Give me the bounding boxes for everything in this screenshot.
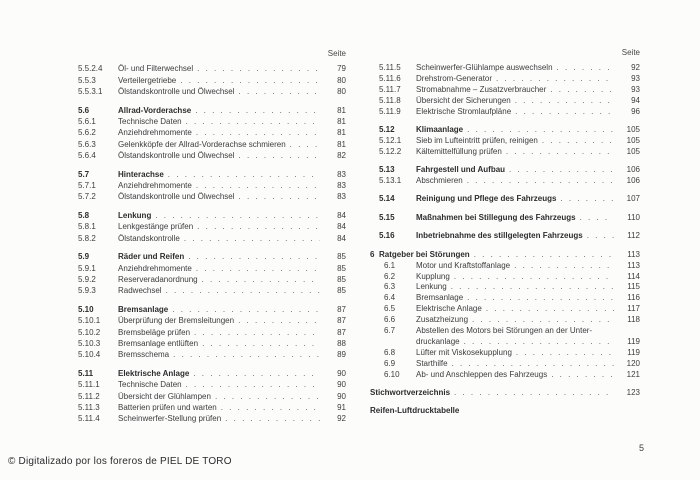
toc-entry-title: Ölstandskontrolle und Ölwechsel <box>118 192 235 202</box>
toc-group <box>370 194 640 205</box>
toc-entry-title: Lüfter mit Viskosekupplung <box>416 347 512 357</box>
dot-leader <box>506 147 614 158</box>
dot-leader <box>467 125 614 136</box>
toc-row <box>78 75 346 86</box>
toc-page-ref: 90 <box>337 380 346 390</box>
toc-row <box>370 406 640 417</box>
toc-row <box>370 388 640 399</box>
toc-section-number: 6.7 <box>384 326 396 336</box>
dot-leader <box>542 136 614 147</box>
toc-section-number: 5.11 <box>78 369 94 379</box>
dot-leader <box>225 413 320 424</box>
toc-section-number: 5.10 <box>78 305 94 315</box>
toc-entry-title: Stromabnahme – Zusatzverbraucher <box>416 84 547 94</box>
dot-leader <box>239 86 320 97</box>
toc-section-number: 5.9.3 <box>78 286 96 296</box>
toc-group <box>370 406 640 417</box>
toc-entry-title: Klimaanlage <box>416 124 464 134</box>
toc-section-number: 6 <box>370 249 375 259</box>
dot-leader <box>155 210 320 221</box>
toc-section-number: 5.10.3 <box>78 339 101 349</box>
toc-section-number: 5.12 <box>379 124 395 134</box>
toc-section-number: 5.14 <box>379 194 395 204</box>
toc-row <box>78 221 346 232</box>
toc-page-ref: 84 <box>337 222 346 232</box>
dot-leader <box>166 285 320 296</box>
toc-page-ref: 106 <box>626 176 640 186</box>
toc-entry-title: Scheinwerfer-Glühlampe auswechseln <box>416 62 553 72</box>
toc-row <box>78 263 346 274</box>
toc-entry-title: Technische Daten <box>118 116 182 126</box>
page-number: 5 <box>638 443 644 453</box>
dot-leader <box>173 349 320 360</box>
toc-section-number: 5.11.3 <box>78 403 100 413</box>
toc-entry-title: Ölstandskontrolle und Ölwechsel <box>118 86 235 96</box>
toc-entry-title: Fahrgestell und Aufbau <box>416 165 506 175</box>
toc-page-ref: 105 <box>626 135 640 145</box>
toc-right-column <box>370 48 640 417</box>
toc-page-ref: 84 <box>337 233 346 243</box>
toc-entry-title: Ölstandskontrolle und Ölwechsel <box>118 150 235 160</box>
dot-leader <box>196 127 320 138</box>
dot-leader <box>196 180 320 191</box>
dot-leader <box>197 63 320 74</box>
toc-entry-title: Gelenkköpfe der Allrad-Vorderachse schmieren <box>118 139 286 149</box>
toc-row <box>78 327 346 338</box>
toc-row <box>370 282 640 293</box>
toc-section-number: 5.8.2 <box>78 233 96 243</box>
toc-row <box>78 150 346 161</box>
toc-section-number: 5.16 <box>379 231 395 241</box>
toc-entry-title: Lenkung <box>118 211 152 221</box>
toc-group <box>78 210 346 244</box>
dot-leader <box>486 304 614 315</box>
toc-entry-title: Radwechsel <box>118 286 162 296</box>
toc-section-number: 5.9.1 <box>78 263 96 273</box>
toc-row <box>370 213 640 224</box>
toc-entry-title: Elektrische Anlage <box>118 369 190 379</box>
toc-entry-title: Elektrische Anlage <box>416 304 482 314</box>
toc-page-ref: 121 <box>626 369 640 379</box>
toc-section-number: 5.7.1 <box>78 180 96 190</box>
toc-row <box>78 169 346 180</box>
toc-row <box>370 147 640 158</box>
toc-section-number: 5.5.3.1 <box>78 86 103 96</box>
toc-section-number: 5.8 <box>78 211 90 221</box>
toc-row <box>78 413 346 424</box>
toc-page-ref: 115 <box>627 282 640 292</box>
toc-entry-title: Kupplung <box>416 271 450 281</box>
toc-entry-title: Ölstandskontrolle <box>118 233 180 243</box>
dot-leader <box>464 337 614 348</box>
toc-group <box>370 231 640 242</box>
toc-page-ref: 85 <box>337 263 346 273</box>
toc-group <box>78 105 346 161</box>
toc-page-ref: 82 <box>337 150 346 160</box>
dot-leader <box>551 370 614 381</box>
toc-row <box>370 125 640 136</box>
dot-leader <box>454 388 614 399</box>
dot-leader <box>202 274 320 285</box>
dot-leader <box>168 169 320 180</box>
toc-group <box>370 165 640 187</box>
dot-leader <box>239 150 320 161</box>
toc-entry-title: Anziehdrehmomente <box>118 128 192 138</box>
toc-row <box>370 337 640 348</box>
toc-row <box>78 139 346 150</box>
toc-row <box>78 210 346 221</box>
toc-entry-title: Bremsanlage <box>416 293 464 303</box>
toc-section-number: 5.11.6 <box>379 73 401 83</box>
toc-row <box>370 107 640 118</box>
toc-page-ref: 114 <box>627 271 640 281</box>
toc-row <box>78 251 346 262</box>
dot-leader <box>239 191 320 202</box>
dot-leader <box>496 74 614 85</box>
toc-page-ref: 83 <box>337 169 346 179</box>
toc-row <box>370 272 640 283</box>
toc-section-number: 6.1 <box>384 260 396 270</box>
toc-page-ref: 120 <box>626 358 640 368</box>
toc-entry-title: Bremsanlage <box>118 305 169 315</box>
toc-section-number: 5.12.1 <box>379 135 402 145</box>
dot-leader <box>550 85 614 96</box>
dot-leader <box>451 282 614 293</box>
toc-row <box>78 402 346 413</box>
toc-entry-title: Überprüfung der Bremsleitungen <box>118 316 235 326</box>
toc-group <box>78 251 346 296</box>
dot-leader <box>202 338 320 349</box>
dot-leader <box>180 75 320 86</box>
toc-page-ref: 81 <box>337 128 346 138</box>
dot-leader <box>509 165 614 176</box>
toc-row <box>370 348 640 359</box>
dot-leader <box>172 304 320 315</box>
toc-row <box>370 176 640 187</box>
toc-section-number: 5.11.5 <box>379 62 401 72</box>
toc-section-number: 5.7 <box>78 169 90 179</box>
toc-page-ref: 116 <box>627 293 640 303</box>
toc-entry-title: Inbetriebnahme des stillgelegten Fahrzeugs <box>416 231 583 241</box>
toc-section-number: 6.10 <box>384 369 400 379</box>
toc-section-number: 6.2 <box>384 271 396 281</box>
toc-row <box>370 261 640 272</box>
dot-leader <box>194 327 320 338</box>
dot-leader <box>184 233 320 244</box>
toc-section-number: 5.10.1 <box>78 316 101 326</box>
toc-entry-title: Reinigung und Pflege des Fahrzeugs <box>416 194 557 204</box>
toc-page-ref: 118 <box>627 315 640 325</box>
toc-row <box>370 315 640 326</box>
toc-group <box>370 388 640 399</box>
toc-row <box>370 96 640 107</box>
toc-entry-title: Bremsanlage entlüften <box>118 339 199 349</box>
toc-section-number: 5.6.4 <box>78 150 96 160</box>
dot-leader <box>580 213 614 224</box>
toc-row <box>370 304 640 315</box>
toc-row <box>78 191 346 202</box>
toc-entry-title: Reserveradanordnung <box>118 275 198 285</box>
toc-page-ref: 81 <box>337 116 346 126</box>
dot-leader <box>238 315 320 326</box>
toc-entry-title: Lenkung <box>416 282 447 292</box>
toc-row <box>78 368 346 379</box>
toc-row <box>78 338 346 349</box>
toc-row <box>78 116 346 127</box>
dot-leader <box>215 391 320 402</box>
toc-entry-title: Technische Daten <box>118 380 182 390</box>
toc-row <box>78 391 346 402</box>
toc-row <box>78 285 346 296</box>
toc-section-number: 5.11.4 <box>78 414 100 424</box>
toc-page-ref: 87 <box>337 305 346 315</box>
toc-row <box>370 326 640 337</box>
toc-page-ref: 94 <box>631 95 640 105</box>
toc-page-ref: 85 <box>337 275 346 285</box>
toc-left-column <box>78 48 346 425</box>
toc-page-ref: 83 <box>337 180 346 190</box>
toc-page-ref: 85 <box>337 252 346 262</box>
toc-section-number: 5.10.4 <box>78 350 101 360</box>
toc-entry-title: Ab- und Anschleppen des Fahrzeugs <box>416 369 548 379</box>
dot-leader <box>188 251 320 262</box>
toc-entry-title: Lenkgestänge prüfen <box>118 222 194 232</box>
toc-section-number: 5.13.1 <box>379 176 402 186</box>
toc-entry-title: Reifen-Luftdrucktabelle <box>370 406 460 416</box>
toc-section-number: 5.9.2 <box>78 275 96 285</box>
toc-row <box>78 274 346 285</box>
dot-leader <box>221 402 320 413</box>
toc-section-number: 5.5.2.4 <box>78 64 103 74</box>
dot-leader <box>452 359 614 370</box>
toc-section-number: 5.6.3 <box>78 139 96 149</box>
toc-group <box>370 63 640 118</box>
toc-entry-title: Maßnahmen bei Stillegung des Fahrzeugs <box>416 212 576 222</box>
toc-page-ref: 80 <box>337 86 346 96</box>
toc-page-ref: 87 <box>337 316 346 326</box>
toc-left-groups <box>78 63 346 424</box>
toc-section-number: 5.6 <box>78 105 90 115</box>
toc-section-number: 6.4 <box>384 293 396 303</box>
dot-leader <box>193 368 320 379</box>
toc-page-ref: 93 <box>631 84 640 94</box>
toc-entry-title: Motor und Kraftstoffanlage <box>416 260 511 270</box>
toc-row <box>78 127 346 138</box>
toc-entry-title: Allrad-Vorderachse <box>118 105 192 115</box>
toc-group <box>78 368 346 424</box>
toc-section-number: 5.11.2 <box>78 391 100 401</box>
toc-entry-title: druckanlage <box>416 336 460 346</box>
toc-entry-title: Hinterachse <box>118 169 164 179</box>
toc-entry-title: Ratgeber bei Störungen <box>379 249 470 259</box>
toc-row <box>370 194 640 205</box>
toc-row <box>78 180 346 191</box>
toc-row <box>370 370 640 381</box>
toc-group <box>370 250 640 381</box>
toc-page-ref: 81 <box>337 105 346 115</box>
toc-page-ref: 92 <box>337 414 346 424</box>
toc-section-number: 5.6.2 <box>78 128 96 138</box>
toc-entry-title: Kältemittelfüllung prüfen <box>416 146 502 156</box>
toc-page-ref: 92 <box>631 62 640 72</box>
toc-entry-title: Abschmieren <box>416 176 463 186</box>
toc-row <box>78 86 346 97</box>
toc-page-ref: 112 <box>627 231 640 241</box>
toc-section-number: 6.5 <box>384 304 396 314</box>
toc-group <box>78 169 346 203</box>
toc-row <box>370 74 640 85</box>
dot-leader <box>560 194 614 205</box>
toc-entry-title: Zusatzheizung <box>416 315 469 325</box>
toc-entry-title: Sieb im Lufteintritt prüfen, reinigen <box>416 135 538 145</box>
toc-row <box>370 250 640 261</box>
toc-group <box>78 63 346 97</box>
toc-row <box>78 304 346 315</box>
toc-page-ref: 79 <box>337 64 346 74</box>
toc-section-number: 5.15 <box>379 212 395 222</box>
dot-leader <box>186 379 320 390</box>
dot-leader <box>195 105 320 116</box>
toc-section-number: 5.7.2 <box>78 192 96 202</box>
toc-row <box>370 63 640 74</box>
toc-section-number: 5.11.1 <box>78 380 100 390</box>
dot-leader <box>516 348 614 359</box>
toc-page-ref: 93 <box>631 73 640 83</box>
dot-leader <box>186 116 320 127</box>
toc-entry-title: Scheinwerfer-Stellung prüfen <box>118 414 222 424</box>
toc-page-ref: 110 <box>627 212 640 222</box>
toc-entry-title: Bremsbeläge prüfen <box>118 327 191 337</box>
toc-entry-title: Räder und Reifen <box>118 252 185 262</box>
toc-section-number: 6.6 <box>384 315 396 325</box>
dot-leader <box>587 231 614 242</box>
toc-page-ref: 85 <box>337 286 346 296</box>
toc-right-groups <box>370 63 640 417</box>
dot-leader <box>196 263 320 274</box>
toc-page-ref: 105 <box>626 124 640 134</box>
toc-row <box>78 105 346 116</box>
toc-group <box>370 213 640 224</box>
toc-section-number: 5.11.7 <box>379 84 401 94</box>
dot-leader <box>467 176 614 187</box>
toc-section-number: 5.12.2 <box>379 146 402 156</box>
toc-page-ref: 119 <box>627 347 640 357</box>
scan-watermark: © Digitalizado por los foreros de PIEL DE TORO <box>8 456 232 467</box>
dot-leader <box>514 261 614 272</box>
toc-section-number: 5.6.1 <box>78 116 96 126</box>
toc-entry-title: Übersicht der Glühlampen <box>118 391 211 401</box>
toc-page-ref: 90 <box>337 391 346 401</box>
toc-section-number: 6.8 <box>384 347 396 357</box>
toc-section-number: 5.11.9 <box>379 106 401 116</box>
toc-page-ref: 83 <box>337 192 346 202</box>
toc-page-ref: 89 <box>337 350 346 360</box>
toc-row <box>78 233 346 244</box>
toc-page-ref: 107 <box>626 194 640 204</box>
toc-page-ref: 81 <box>337 139 346 149</box>
toc-entry-title: Elektrische Stromlaufpläne <box>416 106 512 116</box>
toc-section-number: 5.10.2 <box>78 327 101 337</box>
toc-row <box>78 315 346 326</box>
dot-leader <box>515 107 614 118</box>
column-header-seite-left: Seite <box>327 49 346 58</box>
toc-entry-title: Starthilfe <box>416 358 448 368</box>
toc-entry-title: Bremsschema <box>118 350 170 360</box>
toc-page-ref: 119 <box>627 336 640 346</box>
dot-leader <box>454 272 614 283</box>
toc-entry-title: Öl- und Filterwechsel <box>118 64 194 74</box>
toc-row <box>78 379 346 390</box>
dot-leader <box>467 293 614 304</box>
toc-entry-title: Verteilergetriebe <box>118 75 177 85</box>
dot-leader <box>474 250 614 261</box>
toc-page-ref: 80 <box>337 75 346 85</box>
toc-page-ref: 105 <box>626 146 640 156</box>
toc-section-number: 6.3 <box>384 282 396 292</box>
toc-section-number: 5.9 <box>78 252 90 262</box>
toc-group <box>370 125 640 158</box>
toc-page-ref: 113 <box>627 260 640 270</box>
toc-page-ref: 88 <box>337 339 346 349</box>
toc-page-ref: 84 <box>337 211 346 221</box>
toc-section-number: 6.9 <box>384 358 396 368</box>
dot-leader <box>557 63 614 74</box>
toc-entry-title: Batterien prüfen und warten <box>118 403 217 413</box>
toc-page-ref: 91 <box>337 403 346 413</box>
column-header-seite-right: Seite <box>621 48 640 57</box>
toc-section-number: 5.11.8 <box>379 95 401 105</box>
toc-row <box>370 293 640 304</box>
toc-row <box>370 136 640 147</box>
toc-row <box>370 85 640 96</box>
toc-section-number: 5.5.3 <box>78 75 96 85</box>
toc-row <box>370 231 640 242</box>
dot-leader <box>515 96 614 107</box>
dot-leader <box>290 139 320 150</box>
toc-entry-title: Anziehdrehmomente <box>118 180 192 190</box>
toc-entry-title: Abstellen des Motors bei Störungen an der Unter- <box>416 326 593 336</box>
toc-row <box>78 349 346 360</box>
toc-row <box>78 63 346 74</box>
toc-section-number: 5.13 <box>379 165 395 175</box>
toc-entry-title: Übersicht der Sicherungen <box>416 95 511 105</box>
toc-section-number: 5.8.1 <box>78 222 96 232</box>
toc-page-ref: 90 <box>337 369 346 379</box>
dot-leader <box>472 315 614 326</box>
dot-leader <box>197 221 320 232</box>
toc-entry-title: Drehstrom-Generator <box>416 73 493 83</box>
toc-entry-title: Anziehdrehmomente <box>118 263 192 273</box>
toc-page-ref: 96 <box>631 106 640 116</box>
toc-row <box>370 165 640 176</box>
toc-page-ref: 113 <box>627 249 640 259</box>
toc-group <box>78 304 346 360</box>
toc-page-ref: 117 <box>627 304 640 314</box>
toc-page-ref: 87 <box>337 327 346 337</box>
toc-row <box>370 359 640 370</box>
toc-page-ref: 123 <box>626 388 640 398</box>
toc-entry-title: Stichwortverzeichnis <box>370 388 451 398</box>
toc-page-ref: 106 <box>626 165 640 175</box>
